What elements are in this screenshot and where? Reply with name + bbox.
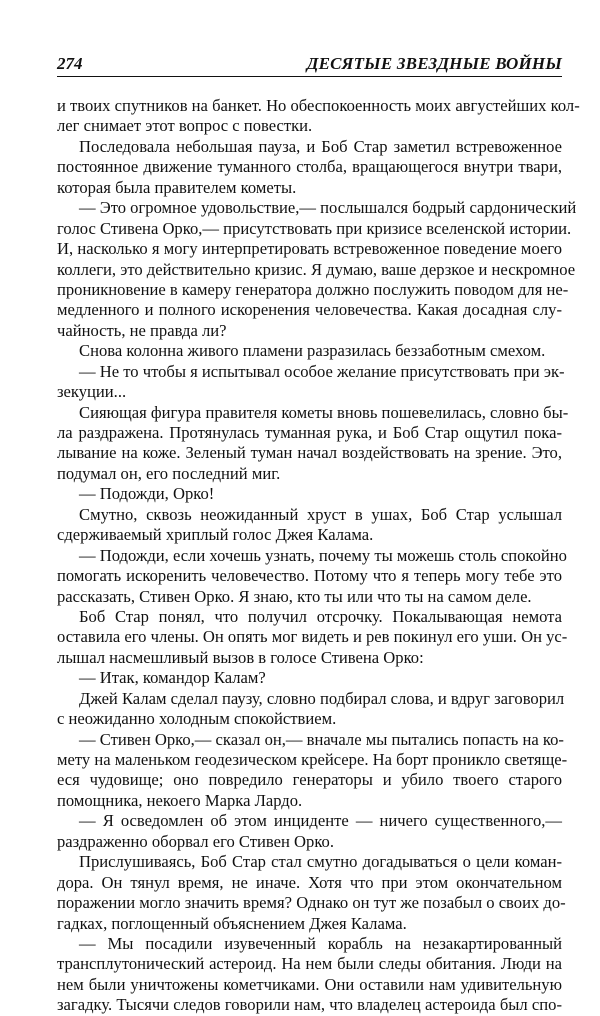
text-line: помощника, некоего Марка Лардо. [57, 790, 303, 810]
text-line: Смутно, сквозь неожиданный хруст в ушах, Боб Стар услышал [79, 504, 562, 524]
text-line: мету на маленьком геодезическом крейсере. На борт проникло светяще- [57, 750, 568, 769]
book-page [57, 52, 580, 1015]
text-line: подумал он, его последний миг. [57, 463, 281, 483]
text-line: сдерживаемый хриплый голос Джея Калама. [57, 525, 374, 545]
text-line: лывание на коже. Зеленый туман начал воздействовать на зрение. Это, [57, 443, 562, 463]
text-line: лег снимает этот вопрос с повестки. [57, 116, 313, 136]
text-line: лышал насмешливый вызов в голосе Стивена Орко: [57, 647, 424, 667]
text-line: гадках, поглощенный объяснением Джея Калама. [57, 913, 407, 933]
text-line: Прислушиваясь, Боб Стар стал смутно догадываться о цели коман- [79, 852, 562, 872]
text-line: Сияющая фигура правителя кометы вновь пошевелилась, словно бы- [79, 402, 569, 422]
header-rule [57, 76, 562, 77]
text-line: — Стивен Орко,— сказал он,— вначале мы пытались попасть на ко- [79, 729, 564, 749]
text-line: — Подожди, Орко! [79, 484, 215, 504]
running-head [57, 52, 562, 76]
text-line: — Подожди, если хочешь узнать, почему ты можешь столь спокойно [79, 545, 567, 565]
text-line: И, насколько я могу интерпретировать встревоженное поведение моего [57, 239, 562, 259]
text-line: проникновение в камеру генератора должно послужить поводом для не- [57, 279, 569, 299]
text-line: медленного и полного искоренения человечества. Какая досадная слу- [57, 300, 562, 320]
text-line: коллеги, это действительно кризис. Я думаю, ваше дерзкое и нескромное [57, 259, 576, 279]
text-line: оставила его члены. Он опять мог видеть и рев покинул его уши. Он ус- [57, 627, 568, 647]
running-title: ДЕСЯТЫЕ ЗВЕЗДНЫЕ ВОЙНЫ [306, 54, 562, 73]
text-line: поражении могло значить время? Однако он тут же позабыл о своих до- [57, 893, 566, 913]
text-line: — Это огромное удовольствие,— послышался бодрый сардонический [79, 198, 577, 218]
text-line: с неожиданно холодным спокойствием. [57, 709, 337, 729]
text-line: — Я осведомлен об этом инциденте — ничего существенного,— [79, 811, 562, 831]
text-line: — Итак, командор Калам? [79, 668, 266, 688]
text-line: которая была правителем кометы. [57, 177, 297, 197]
page-number: 274 [57, 54, 83, 73]
text-line: постоянное движение туманного столба, вращающегося внутри твари, [57, 157, 562, 177]
text-line: и твоих спутников на банкет. Но обеспокоенность моих августейших кол- [57, 96, 580, 115]
body-text [57, 96, 580, 1016]
text-line: Джей Калам сделал паузу, словно подбирал слова, и вдруг заговорил [79, 688, 565, 708]
text-line: — Мы посадили изувеченный корабль на незакартированный [79, 933, 562, 953]
text-line: зекуции... [57, 382, 127, 402]
text-line: загадку. Тысячи следов говорили нам, что владелец астероида был спо- [57, 995, 562, 1015]
text-line: чайность, не правда ли? [57, 320, 227, 340]
text-line: ла раздражена. Протянулась туманная рука, и Боб Стар ощутил пока- [57, 423, 562, 442]
text-line: раздраженно оборвал его Стивен Орко. [57, 831, 334, 851]
text-line: дора. Он тянул время, не иначе. Хотя что при этом окончательном [57, 872, 562, 892]
text-line: Снова колонна живого пламени разразилась беззаботным смехом. [79, 341, 546, 361]
text-line: нем были уничтожены кометчиками. Они оставили нам удивительную [57, 974, 562, 994]
text-line: Последовала небольшая пауза, и Боб Стар заметил встревоженное [79, 136, 562, 156]
text-line: еся чудовище; оно повредило генераторы и убило твоего старого [57, 770, 562, 790]
text-line: рассказать, Стивен Орко. Я знаю, кто ты или что ты на самом деле. [57, 586, 532, 606]
text-line: Боб Стар понял, что получил отсрочку. Покалывающая немота [79, 606, 562, 626]
text-line: голос Стивена Орко,— присутствовать при кризисе вселенской истории. [57, 218, 572, 238]
text-line: трансплутонический астероид. На нем были следы обитания. Люди на [57, 954, 562, 974]
text-line: — Не то чтобы я испытывал особое желание присутствовать при эк- [79, 361, 565, 381]
text-line: помогать искоренить человечество. Потому что я теперь могу тебе это [57, 566, 562, 586]
